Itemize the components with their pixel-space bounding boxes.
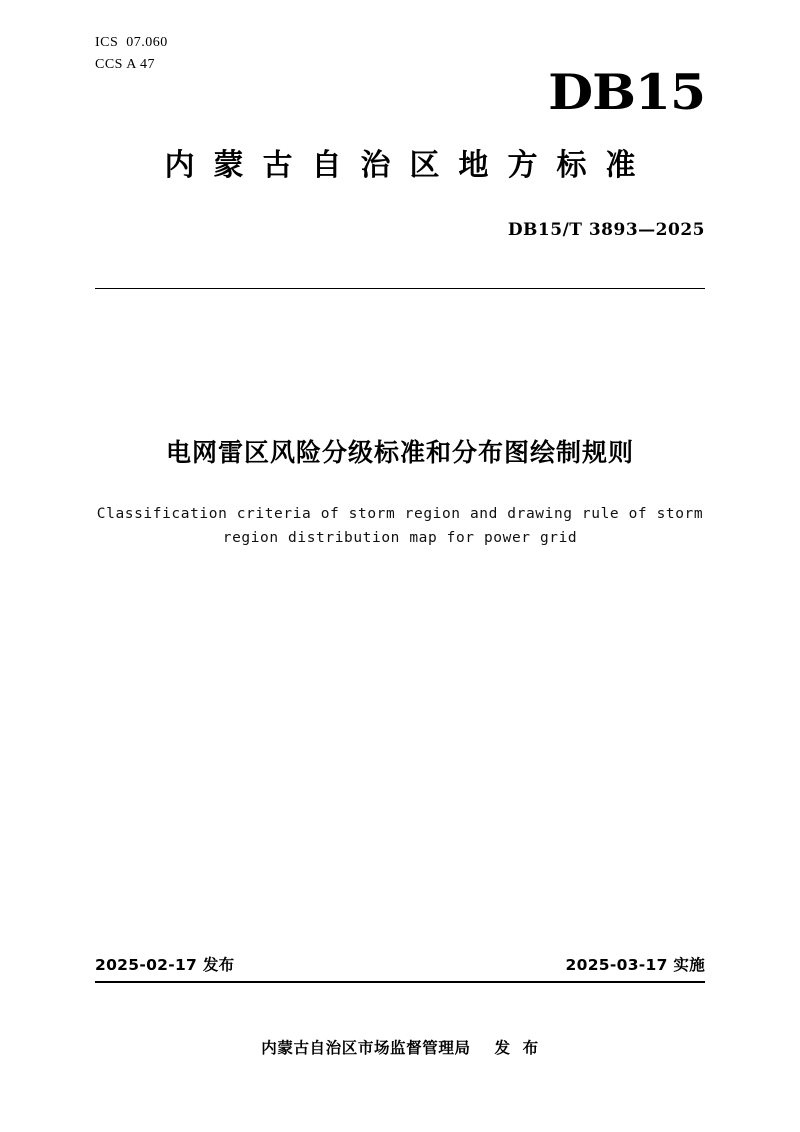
standard-number: DB15/T 3893—2025 [507, 220, 705, 240]
document-title-english-line-1: Classification criteria of storm region and drawing rule of storm [96, 506, 704, 522]
document-title-english-line-2: region distribution map for power grid [222, 529, 578, 546]
db15-logo: DB15 [548, 63, 705, 121]
ccs-code: CCS A 47 [95, 56, 156, 72]
date-row [95, 953, 705, 975]
document-title-chinese: 电网雷区风险分级标准和分布图绘制规则 [165, 438, 634, 467]
issuing-authority: 内蒙古自治区市场监督管理局 发 布 [261, 1039, 539, 1057]
issue-date: 2025-02-17 发布 [95, 956, 235, 974]
effective-date: 2025-03-17 实施 [565, 956, 705, 974]
document-title-english [95, 503, 705, 551]
ics-code: ICS 07.060 [95, 35, 168, 50]
standard-series-title: 内蒙古自治区地方标准 [164, 148, 655, 183]
header-divider [95, 288, 705, 289]
classification-codes [95, 32, 168, 75]
footer-divider [95, 981, 705, 983]
